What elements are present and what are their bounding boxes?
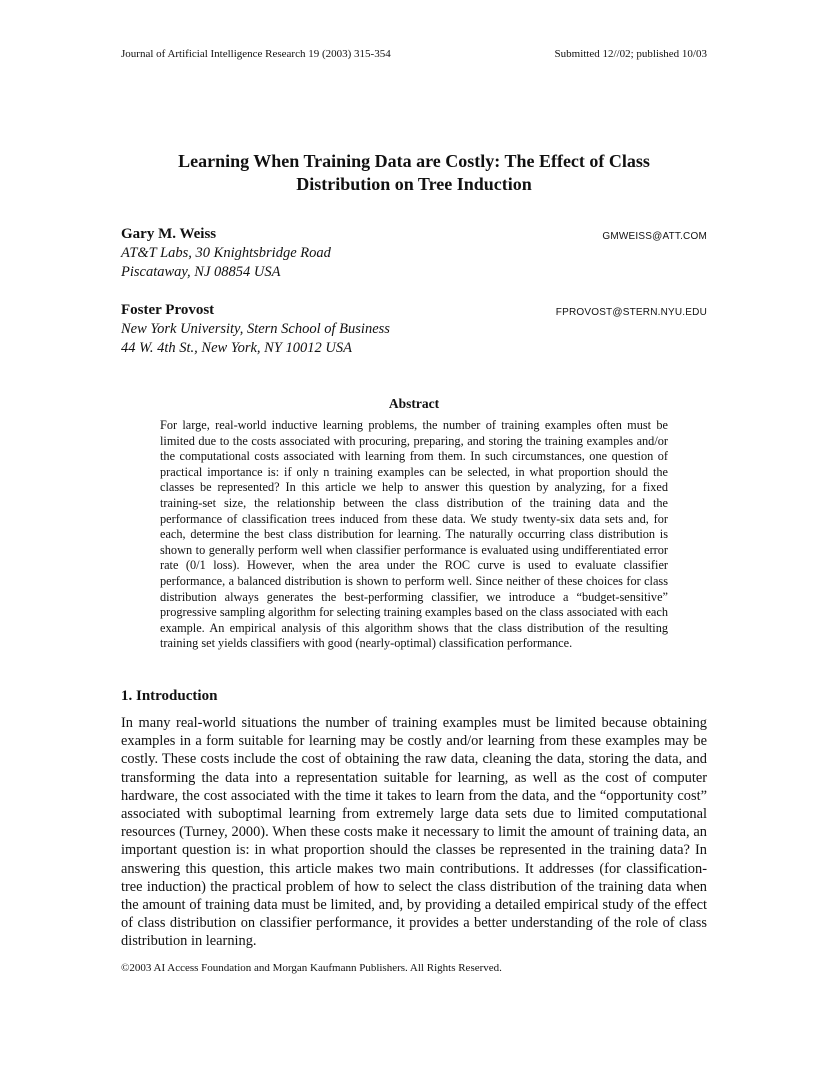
copyright-footer: ©2003 AI Access Foundation and Morgan Kaufmann Publishers. All Rights Reserved. [121, 962, 502, 974]
author-name-1: Gary M. Weiss [121, 226, 217, 242]
title-line-2: Distribution on Tree Induction [296, 174, 532, 194]
submission-dates: Submitted 12//02; published 10/03 [554, 48, 707, 60]
author-email-1: GMWEISS@ATT.COM [602, 231, 707, 242]
affiliation-line: Piscataway, NJ 08854 USA [121, 264, 281, 280]
author-affiliation-2 [121, 320, 390, 358]
introduction-text: In many real-world situations the number of training examples must be limited because obtaining examples in a form suitable for learning may be costly and/or learning from these examples may be costly. These costs include the cost of obtaining the raw data, cleaning the data, storing the data, and transforming the data into a representation suitable for learning, as well as the cost of computer hardware, the cost associated with the time it takes to learn from the data, and the “opportunity cost” associated with suboptimal learning from extremely large data sets due to limited computational resources (Turney, 2000). When these costs make it necessary to limit the amount of training data, an important question is: in what proportion should the classes be represented in the training data? In answering this question, this article makes two main contributions. It addresses (for classification-tree induction) the practical problem of how to select the class distribution of the training data when the amount of training data must be limited, and, by providing a detailed empirical study of the effect of class distribution on classifier performance, it provides a better understanding of the role of class distribution in learning. [121, 715, 707, 950]
affiliation-line: 44 W. 4th St., New York, NY 10012 USA [121, 340, 352, 356]
affiliation-line: New York University, Stern School of Business [121, 321, 390, 337]
affiliation-line: AT&T Labs, 30 Knightsbridge Road [121, 245, 331, 261]
section-heading: 1. Introduction [121, 688, 218, 704]
paper-title [0, 150, 828, 196]
title-line-1: Learning When Training Data are Costly: The Effect of Class [178, 151, 650, 171]
author-email-2: FPROVOST@STERN.NYU.EDU [555, 307, 707, 318]
abstract-heading: Abstract [388, 396, 440, 411]
author-name-2: Foster Provost [121, 302, 215, 318]
journal-header: Journal of Artificial Intelligence Research 19 (2003) 315-354 [121, 48, 391, 60]
author-affiliation-1 [121, 244, 331, 282]
abstract-text: For large, real-world inductive learning problems, the number of training examples often must be limited due to the costs associated with procuring, preparing, and storing the training examples and/or the computational costs associated with learning from them. In such circumstances, one question of practical importance is: if only n training examples can be selected, in what proportion should the classes be represented? In this article we help to answer this question by analyzing, for a fixed training-set size, the relationship between the class distribution of the training data and the performance of classification trees induced from these data. We study twenty-six data sets and, for each, determine the best class distribution for learning. The naturally occurring class distribution is shown to generally perform well when classifier performance is evaluated using undifferentiated error rate (0/1 loss). However, when the area under the ROC curve is used to evaluate classifier performance, a balanced distribution is shown to perform well. Since neither of these choices for class distribution always generates the best-performing classifier, we introduce a “budget-sensitive” progressive sampling algorithm for selecting training examples based on the class associated with each example. An empirical analysis of this algorithm shows that the class distribution of the resulting training set yields classifiers with good (nearly-optimal) classification performance. [160, 418, 668, 651]
